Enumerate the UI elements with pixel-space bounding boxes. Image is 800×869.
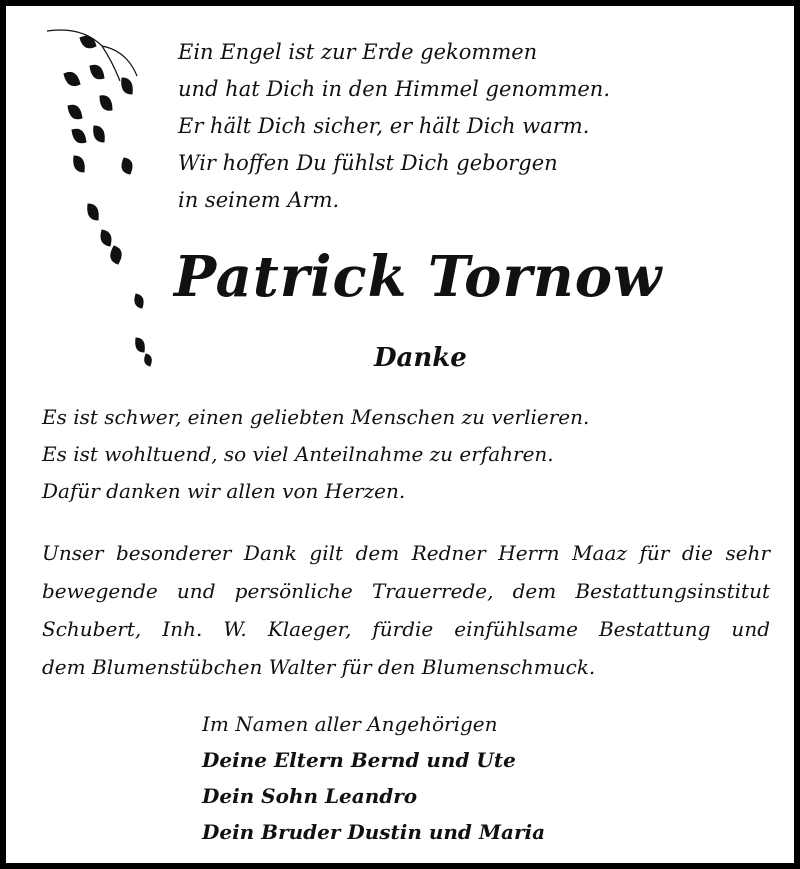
signature-intro: Im Namen aller Angehörigen: [202, 712, 498, 736]
signature-name: Dein Bruder Dustin und Maria: [202, 820, 546, 844]
poem-line: Ein Engel ist zur Erde gekommen: [178, 40, 538, 64]
special-thanks-line: dem Blumenstübchen Walter für den Blumenschmuck.: [42, 655, 596, 679]
special-thanks-line: Schubert, Inh. W. Klaeger, fürdie einfühlsame Bestattung und: [42, 617, 770, 641]
falling-leaves-icon: [42, 26, 172, 376]
special-thanks-line: Unser besonderer Dank gilt dem Redner Herrn Maaz für die sehr: [42, 541, 770, 565]
poem-line: Er hält Dich sicher, er hält Dich warm.: [178, 114, 590, 138]
danke-heading: Danke: [374, 343, 467, 373]
poem-line: Wir hoffen Du fühlst Dich geborgen: [178, 151, 558, 175]
poem: [178, 34, 610, 219]
thanks-line: Es ist schwer, einen geliebten Menschen zu verlieren.: [42, 405, 590, 429]
signature-name: Deine Eltern Bernd und Ute: [202, 748, 516, 772]
special-thanks-paragraph: [42, 534, 770, 686]
signature-name: Dein Sohn Leandro: [202, 784, 418, 808]
deceased-name: Patrick Tornow: [174, 244, 663, 310]
thanks-line: Dafür danken wir allen von Herzen.: [42, 479, 406, 503]
poem-line: und hat Dich in den Himmel genommen.: [178, 77, 610, 101]
signature-block: [202, 706, 545, 850]
thanks-line: Es ist wohltuend, so viel Anteilnahme zu erfahren.: [42, 442, 554, 466]
special-thanks-line: bewegende und persönliche Trauerrede, dem Bestattungsinstitut: [42, 579, 770, 603]
poem-line: in seinem Arm.: [178, 188, 340, 212]
thanks-paragraph: [42, 399, 589, 510]
